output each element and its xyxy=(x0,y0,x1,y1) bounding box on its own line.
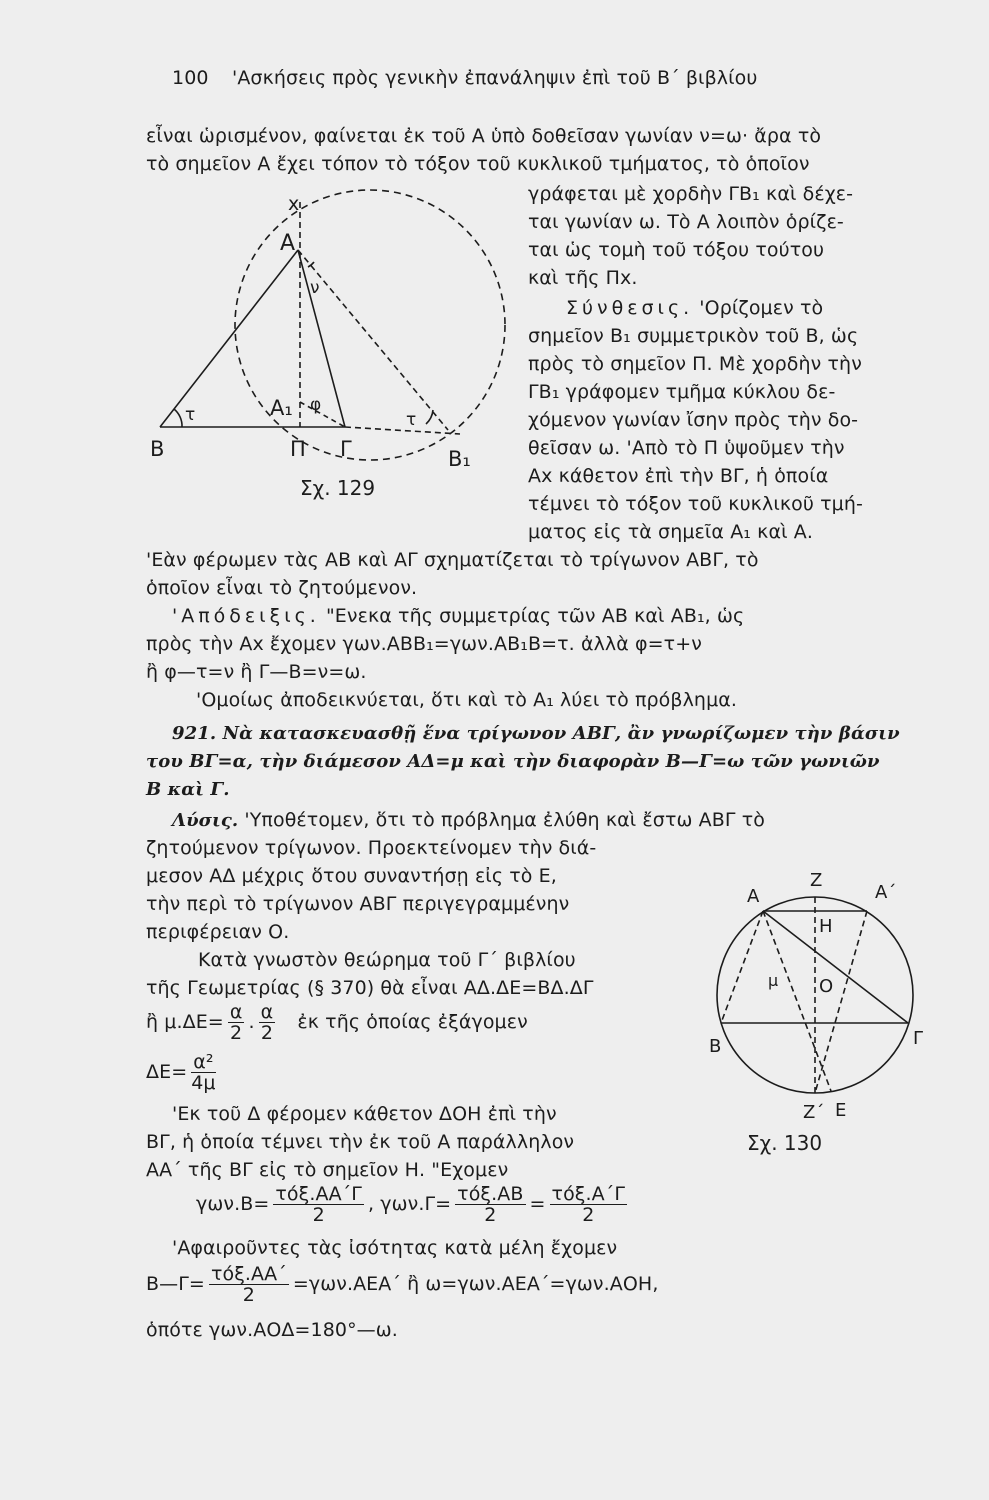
text-line: ται ὡς τομὴ τοῦ τόξου τούτου xyxy=(528,239,825,261)
figure-130 xyxy=(695,860,935,1160)
label-e: E xyxy=(835,1100,847,1121)
text-line: Αx κάθετον ἐπὶ τὴν ΒΓ, ἡ ὁποία xyxy=(528,465,829,487)
text-line: μεσον ΑΔ μέχρις ὅτου συναντήσῃ εἰς τὸ Ε, xyxy=(146,865,557,887)
side-ab xyxy=(721,911,763,1023)
label-b: B xyxy=(709,1036,722,1057)
angle-arc-b xyxy=(174,409,182,427)
label-o: O xyxy=(819,976,834,997)
line-gb1 xyxy=(345,427,460,434)
problem-statement: Β καὶ Γ. xyxy=(146,779,230,800)
line-a2-z2 xyxy=(815,911,867,1093)
text-line: χόμενον γωνίαν ἴσην πρὸς τὴν δο- xyxy=(528,409,859,431)
text-line: ματος εἰς τὰ σημεῖα Α₁ καὶ Α. xyxy=(528,521,813,543)
label-g: Γ xyxy=(340,437,352,461)
label-g: Γ xyxy=(913,1028,924,1049)
text-line: ζητούμενον τρίγωνον. Προεκτείνομεν τὴν διά- xyxy=(146,837,597,859)
text-line: ὁπότε γων.ΑΟΔ=180°—ω. xyxy=(146,1319,398,1341)
label-a1: A₁ xyxy=(270,396,293,420)
page-number: 100 xyxy=(172,67,209,89)
label-x: x xyxy=(288,193,300,215)
label-b1: B₁ xyxy=(448,447,471,471)
text-line: 'Εκ τοῦ Δ φέρομεν κάθετον ΔΟΗ ἐπὶ τὴν xyxy=(172,1103,557,1125)
label-a: A xyxy=(280,231,296,256)
text-line: 'Αφαιροῦντες τὰς ἰσότητας κατὰ μέλη ἔχομεν xyxy=(172,1237,618,1259)
label-phi: φ xyxy=(310,395,322,415)
equation: Β—Γ= $\frac{\text{τόξ.ΑΑ΄}}{2}$ =γων.ΑΕΑ΄ ἢ ω=γων.ΑΕΑ΄=γων.ΑΟΗ, xyxy=(146,1263,659,1306)
label-b: B xyxy=(150,437,165,461)
text-line: Κατὰ γνωστὸν θεώρημα τοῦ Γ΄ βιβλίου xyxy=(198,949,576,971)
figure-129 xyxy=(130,180,530,510)
angle-arc-b1 xyxy=(426,410,433,424)
label-nu: ν xyxy=(310,278,320,298)
text-line: γράφεται μὲ χορδὴν ΓΒ₁ καὶ δέχε- xyxy=(528,183,854,205)
text-line: 'Απόδειξις. "Ενεκα τῆς συμμετρίας τῶν ΑΒ καὶ ΑΒ₁, ὡς xyxy=(172,605,745,627)
line-a1-b xyxy=(300,402,345,427)
label-p: Π xyxy=(290,437,306,461)
text-line: καὶ τῆς Πx. xyxy=(528,267,638,289)
label-a-prime: A΄ xyxy=(875,882,897,903)
text-line: ΑΑ΄ τῆς ΒΓ εἰς τὸ σημεῖον Η. "Εχομεν xyxy=(146,1159,509,1181)
label-mu: μ xyxy=(768,971,779,990)
text-line: ΓΒ₁ γράφομεν τμῆμα κύκλου δε- xyxy=(528,381,836,403)
section-heading: 'Απόδειξις. xyxy=(172,605,320,627)
text-line: εἶναι ὡρισμένον, φαίνεται ἐκ τοῦ Α ὑπὸ δοθεῖσαν γωνίαν ν=ω· ἄρα τὸ xyxy=(146,125,822,147)
text-line: τὸ σημεῖον Α ἔχει τόπον τὸ τόξον τοῦ κυκλικοῦ τμήματος, τὸ ὁποῖον xyxy=(146,153,810,175)
caption-130: Σχ. 130 xyxy=(747,1131,823,1155)
label-tau-b: τ xyxy=(185,405,196,425)
text-line: 'Εὰν φέρωμεν τὰς ΑΒ καὶ ΑΓ σχηματίζεται τὸ τρίγωνον ΑΒΓ, τὸ xyxy=(146,549,759,571)
problem-statement: του ΒΓ=α, τὴν διάμεσον ΑΔ=μ καὶ τὴν διαφορὰν Β—Γ=ω τῶν γωνιῶν xyxy=(146,751,880,772)
text-line: περιφέρειαν Ο. xyxy=(146,921,290,943)
text-line: θεῖσαν ω. 'Απὸ τὸ Π ὑψοῦμεν τὴν xyxy=(528,437,845,459)
equation: ΔΕ= $\frac{\text{α²}}{4\mu}$ xyxy=(146,1051,216,1094)
text-line: ΒΓ, ἡ ὁποία τέμνει τὴν ἐκ τοῦ Α παράλληλον xyxy=(146,1131,575,1153)
side-ag xyxy=(298,250,345,427)
equation: γων.Β= $\frac{\text{τόξ.ΑΑ΄Γ}}{2}$ , γων.Γ= $\frac{\text{τόξ.ΑΒ}}{2}$ = $\frac{\text{τόξ.Α΄Γ}}{2}$ xyxy=(196,1183,626,1226)
problem-statement: 921. Νὰ κατασκευασθῇ ἕνα τρίγωνον ΑΒΓ, ἂν γνωρίζωμεν τὴν βάσιν xyxy=(172,723,900,744)
label-tau-b1: τ xyxy=(406,410,417,430)
text-line: τέμνει τὸ τόξον τοῦ κυκλικοῦ τμή- xyxy=(528,493,863,515)
text-line: τῆς Γεωμετρίας (§ 370) θὰ εἶναι ΑΔ.ΔΕ=ΒΔ.ΔΓ xyxy=(146,977,594,999)
text-line: ται γωνίαν ω. Τὸ Α λοιπὸν ὁρίζε- xyxy=(528,211,844,233)
label-z-prime: Z΄ xyxy=(803,1102,825,1123)
caption-129: Σχ. 129 xyxy=(300,476,376,500)
equation: ἢ μ.ΔΕ= $\frac{\alpha}{2}$ . $\frac{\alpha}{2}$ ἐκ τῆς ὁποίας ἐξάγομεν xyxy=(146,1001,528,1044)
text-line: τὴν περὶ τὸ τρίγωνον ΑΒΓ περιγεγραμμένην xyxy=(146,893,570,915)
text-line: ἢ φ—τ=ν ἢ Γ—Β=ν=ω. xyxy=(146,661,367,683)
text-line: Λύσις. 'Υποθέτομεν, ὅτι τὸ πρόβλημα ἐλύθη καὶ ἔστω ΑΒΓ τὸ xyxy=(172,809,765,831)
text-line: ὁποῖον εἶναι τὸ ζητούμενον. xyxy=(146,577,418,599)
section-heading: Σύνθεσις. xyxy=(566,297,694,319)
circumcircle xyxy=(717,897,913,1093)
text-line: 'Ομοίως ἀποδεικνύεται, ὅτι καὶ τὸ Α₁ λύει τὸ πρόβλημα. xyxy=(196,689,738,711)
text-line: Σύνθεσις. 'Ορίζομεν τὸ xyxy=(566,297,824,319)
label-h: H xyxy=(819,916,833,937)
text-line: πρὸς τὴν Αx ἔχομεν γων.ΑΒΒ₁=γων.ΑΒ₁Β=τ. ἀλλὰ φ=τ+ν xyxy=(146,633,702,655)
text-line: πρὸς τὸ σημεῖον Π. Μὲ χορδὴν τὴν xyxy=(528,353,862,375)
label-a: A xyxy=(747,886,760,907)
solution-heading: Λύσις. xyxy=(172,810,239,831)
text-line: σημεῖον Β₁ συμμετρικὸν τοῦ Β, ὡς xyxy=(528,325,859,347)
running-title: 'Ασκήσεις πρὸς γενικὴν ἐπανάληψιν ἐπὶ τοῦ Β΄ βιβλίου xyxy=(232,67,758,89)
label-z: Z xyxy=(810,870,823,891)
